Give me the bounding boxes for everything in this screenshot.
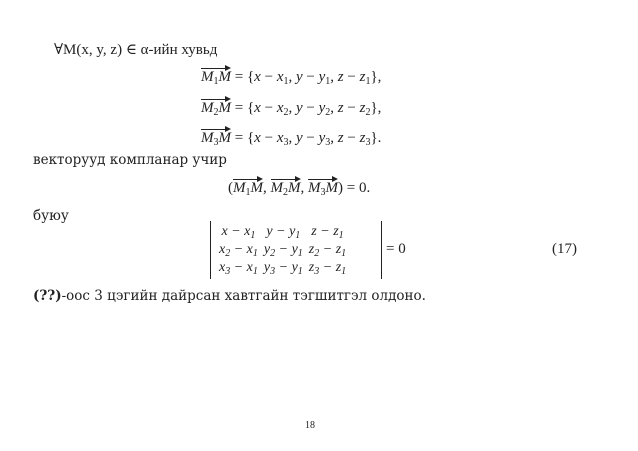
page-number: 18 xyxy=(305,420,315,431)
determinant-row xyxy=(216,223,349,241)
determinant-matrix xyxy=(216,223,349,277)
determinant-row xyxy=(216,259,349,277)
vector-eq-3: $M_3M = \{x - x_3$, $y - y_3$, $z - z_3$}. xyxy=(201,127,381,148)
conclusion-line xyxy=(33,288,426,304)
determinant-equals: = 0 xyxy=(386,241,406,257)
vector-eq-2: $M_2M = \{x - x_2$, $y - y_2$, $z - z_2$}, xyxy=(201,97,381,118)
intro-text: ∀M(x, y, z) ∈ α-ийн хувьд xyxy=(54,42,218,58)
coplanar-text: векторууд компланар учир xyxy=(33,152,227,168)
determinant-left-bar xyxy=(210,221,211,279)
determinant-cell: $z - z_1$ xyxy=(311,223,344,241)
determinant-cell: $z_2 - z_1$ xyxy=(308,241,347,259)
equation-reference: (??) xyxy=(33,288,62,304)
mixed-product-eq: ($M_1M$, $M_2M$, $M_3M) = 0$. xyxy=(228,177,370,198)
determinant-cell: $y - y_1$ xyxy=(266,223,301,241)
determinant-cell: $x_2 - x_1$ xyxy=(219,241,258,259)
or-text: буюу xyxy=(33,208,69,224)
determinant-row xyxy=(216,241,349,259)
determinant-right-bar xyxy=(381,221,382,279)
intro-line xyxy=(54,40,217,59)
conclusion-text: -оос 3 цэгийн дайрсан хавтгайн тэгшитгэл олдоно. xyxy=(61,288,426,304)
determinant-cell: $z_3 - z_1$ xyxy=(308,259,347,277)
determinant-cell: $x_3 - x_1$ xyxy=(219,259,258,277)
vector-eq-1: $M_1M = \{x - x_1$, $y - y_1$, $z - z_1$}, xyxy=(201,66,381,87)
equation-number: (17) xyxy=(552,241,577,257)
determinant-cell: $y_3 - y_1$ xyxy=(263,259,303,277)
determinant-cell: $y_2 - y_1$ xyxy=(263,241,303,259)
determinant-cell: $x - x_1$ xyxy=(221,223,256,241)
